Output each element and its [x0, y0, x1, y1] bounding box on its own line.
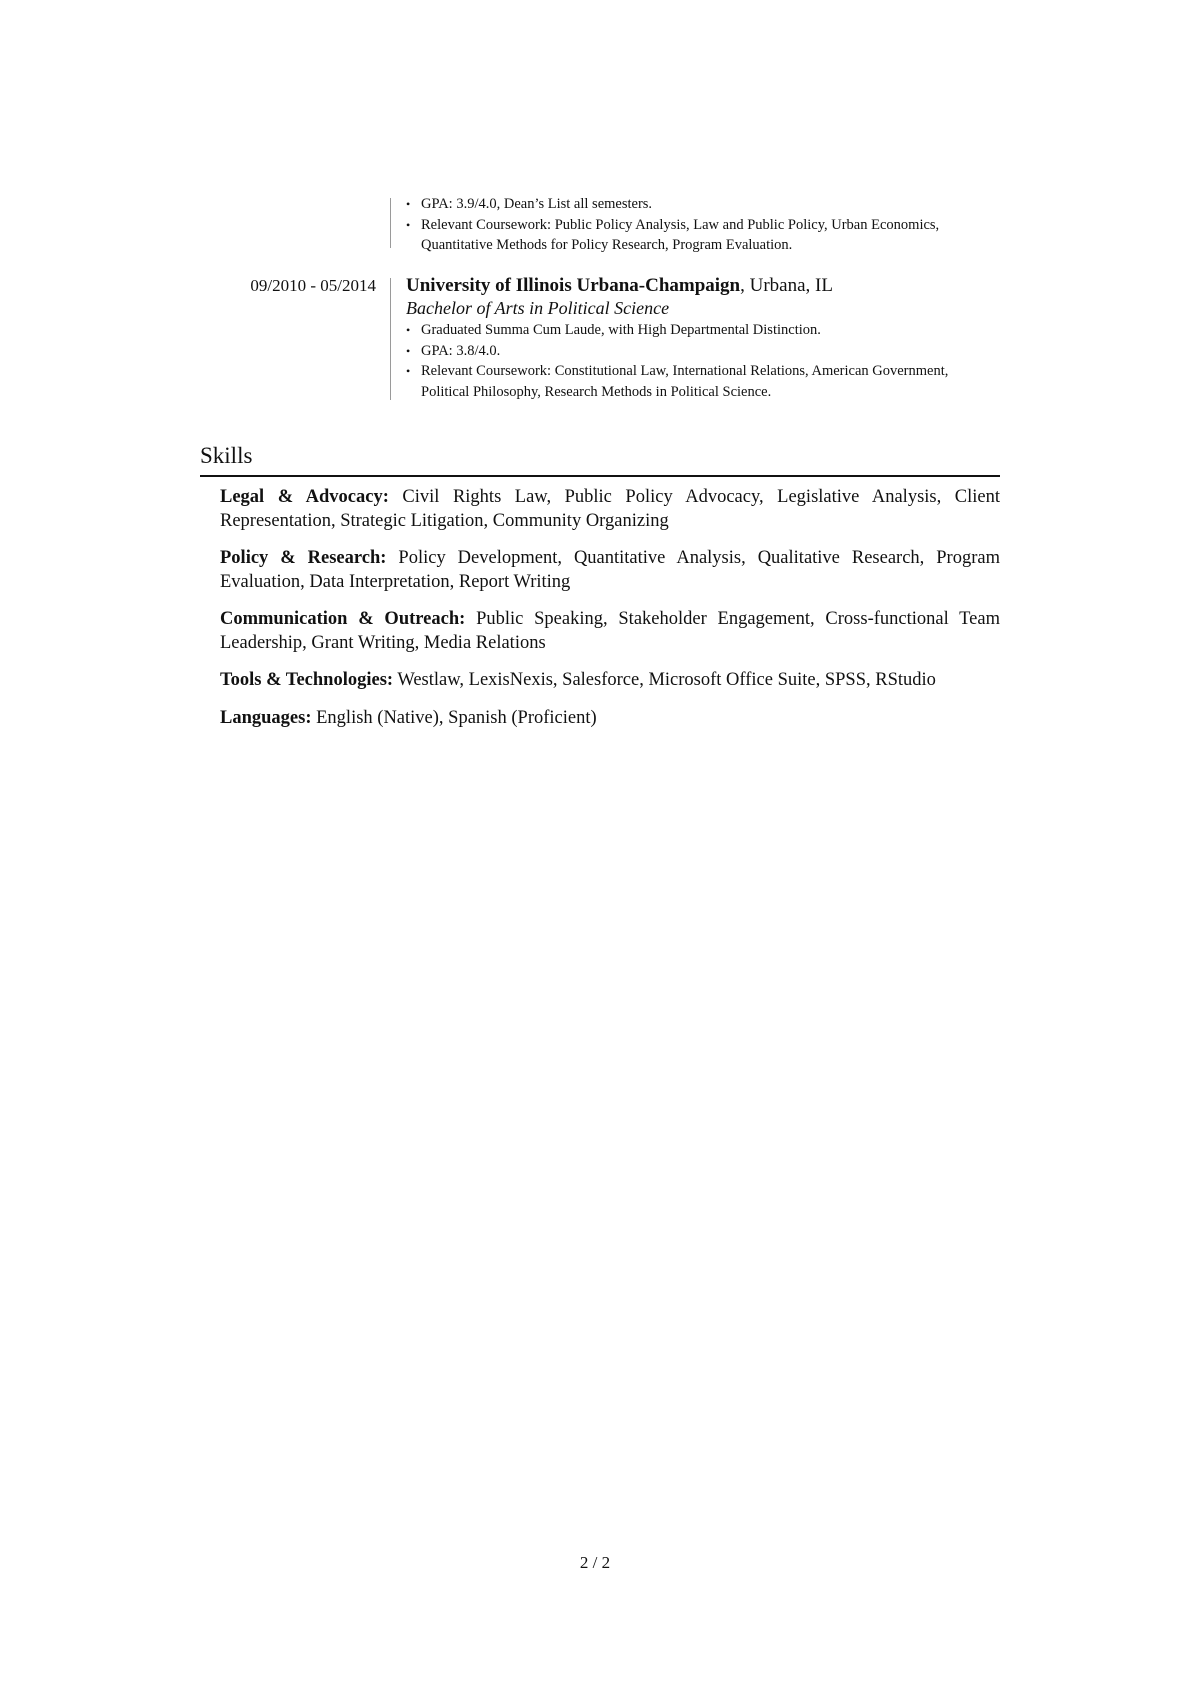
page-number: 2 / 2: [579, 1553, 611, 1572]
skills-heading: Skills: [200, 443, 253, 468]
institution-name: University of Illinois Urbana-Champaign: [406, 275, 741, 296]
skill-label: Policy & Research:: [220, 548, 387, 568]
education-entry-body: [406, 194, 1000, 256]
skill-label: Tools & Technologies:: [220, 670, 394, 690]
education-dates: 09/2010 - 05/2014: [250, 276, 376, 295]
skill-text: Policy Development, Quantitative Analysis, Qualitative Research, Program Evaluation, Data Interpretation, Report Writing: [220, 548, 1000, 592]
education-institution-line: [406, 274, 1000, 297]
degree-title: Bachelor of Arts in Political Science: [406, 298, 670, 318]
skill-text: Civil Rights Law, Public Policy Advocacy, Legislative Analysis, Client Representation, Strategic Litigation, Community Organizing: [220, 487, 1000, 531]
bullet-item: • Relevant Coursework: Public Policy Analysis, Law and Public Policy, Urban Economics, Quantitative Methods for Policy Research, Program Evaluation.: [406, 215, 1000, 256]
skill-row-tools: [220, 669, 1000, 693]
bullet-item: • GPA: 3.8/4.0.: [406, 341, 1000, 362]
timeline-rule: [390, 198, 391, 248]
education-entry-body: [406, 274, 1000, 402]
skill-row-legal: [220, 486, 1000, 533]
bullet-item: • GPA: 3.9/4.0, Dean’s List all semesters.: [406, 194, 1000, 215]
skill-text: Westlaw, LexisNexis, Salesforce, Microsoft Office Suite, SPSS, RStudio: [393, 670, 936, 690]
skills-list: [220, 486, 1000, 744]
skill-label: Languages:: [220, 707, 312, 728]
skill-text: Public Speaking, Stakeholder Engagement, Cross-functional Team Leadership, Grant Writing, Media Relations: [220, 609, 1000, 653]
skill-label: Communication & Outreach:: [220, 609, 466, 629]
timeline-rule: [390, 278, 391, 400]
education-entry: [200, 274, 1000, 404]
skill-row-communication: [220, 608, 1000, 655]
education-bullets: [406, 194, 1000, 256]
bullet-item: • Graduated Summa Cum Laude, with High Departmental Distinction.: [406, 320, 1000, 341]
bullet-item: • Relevant Coursework: Constitutional Law, International Relations, American Government, Political Philosophy, Research Methods in Political Science.: [406, 361, 1000, 402]
education-bullets: [406, 320, 1000, 402]
skill-text: English (Native), Spanish (Proficient): [311, 707, 597, 728]
skill-row-languages: [220, 707, 1000, 731]
skill-label: Legal & Advocacy:: [220, 487, 389, 507]
section-divider: [200, 475, 1000, 477]
education-entry-continued: [200, 194, 1000, 254]
institution-location: , Urbana, IL: [740, 275, 833, 296]
skill-row-policy: [220, 547, 1000, 594]
